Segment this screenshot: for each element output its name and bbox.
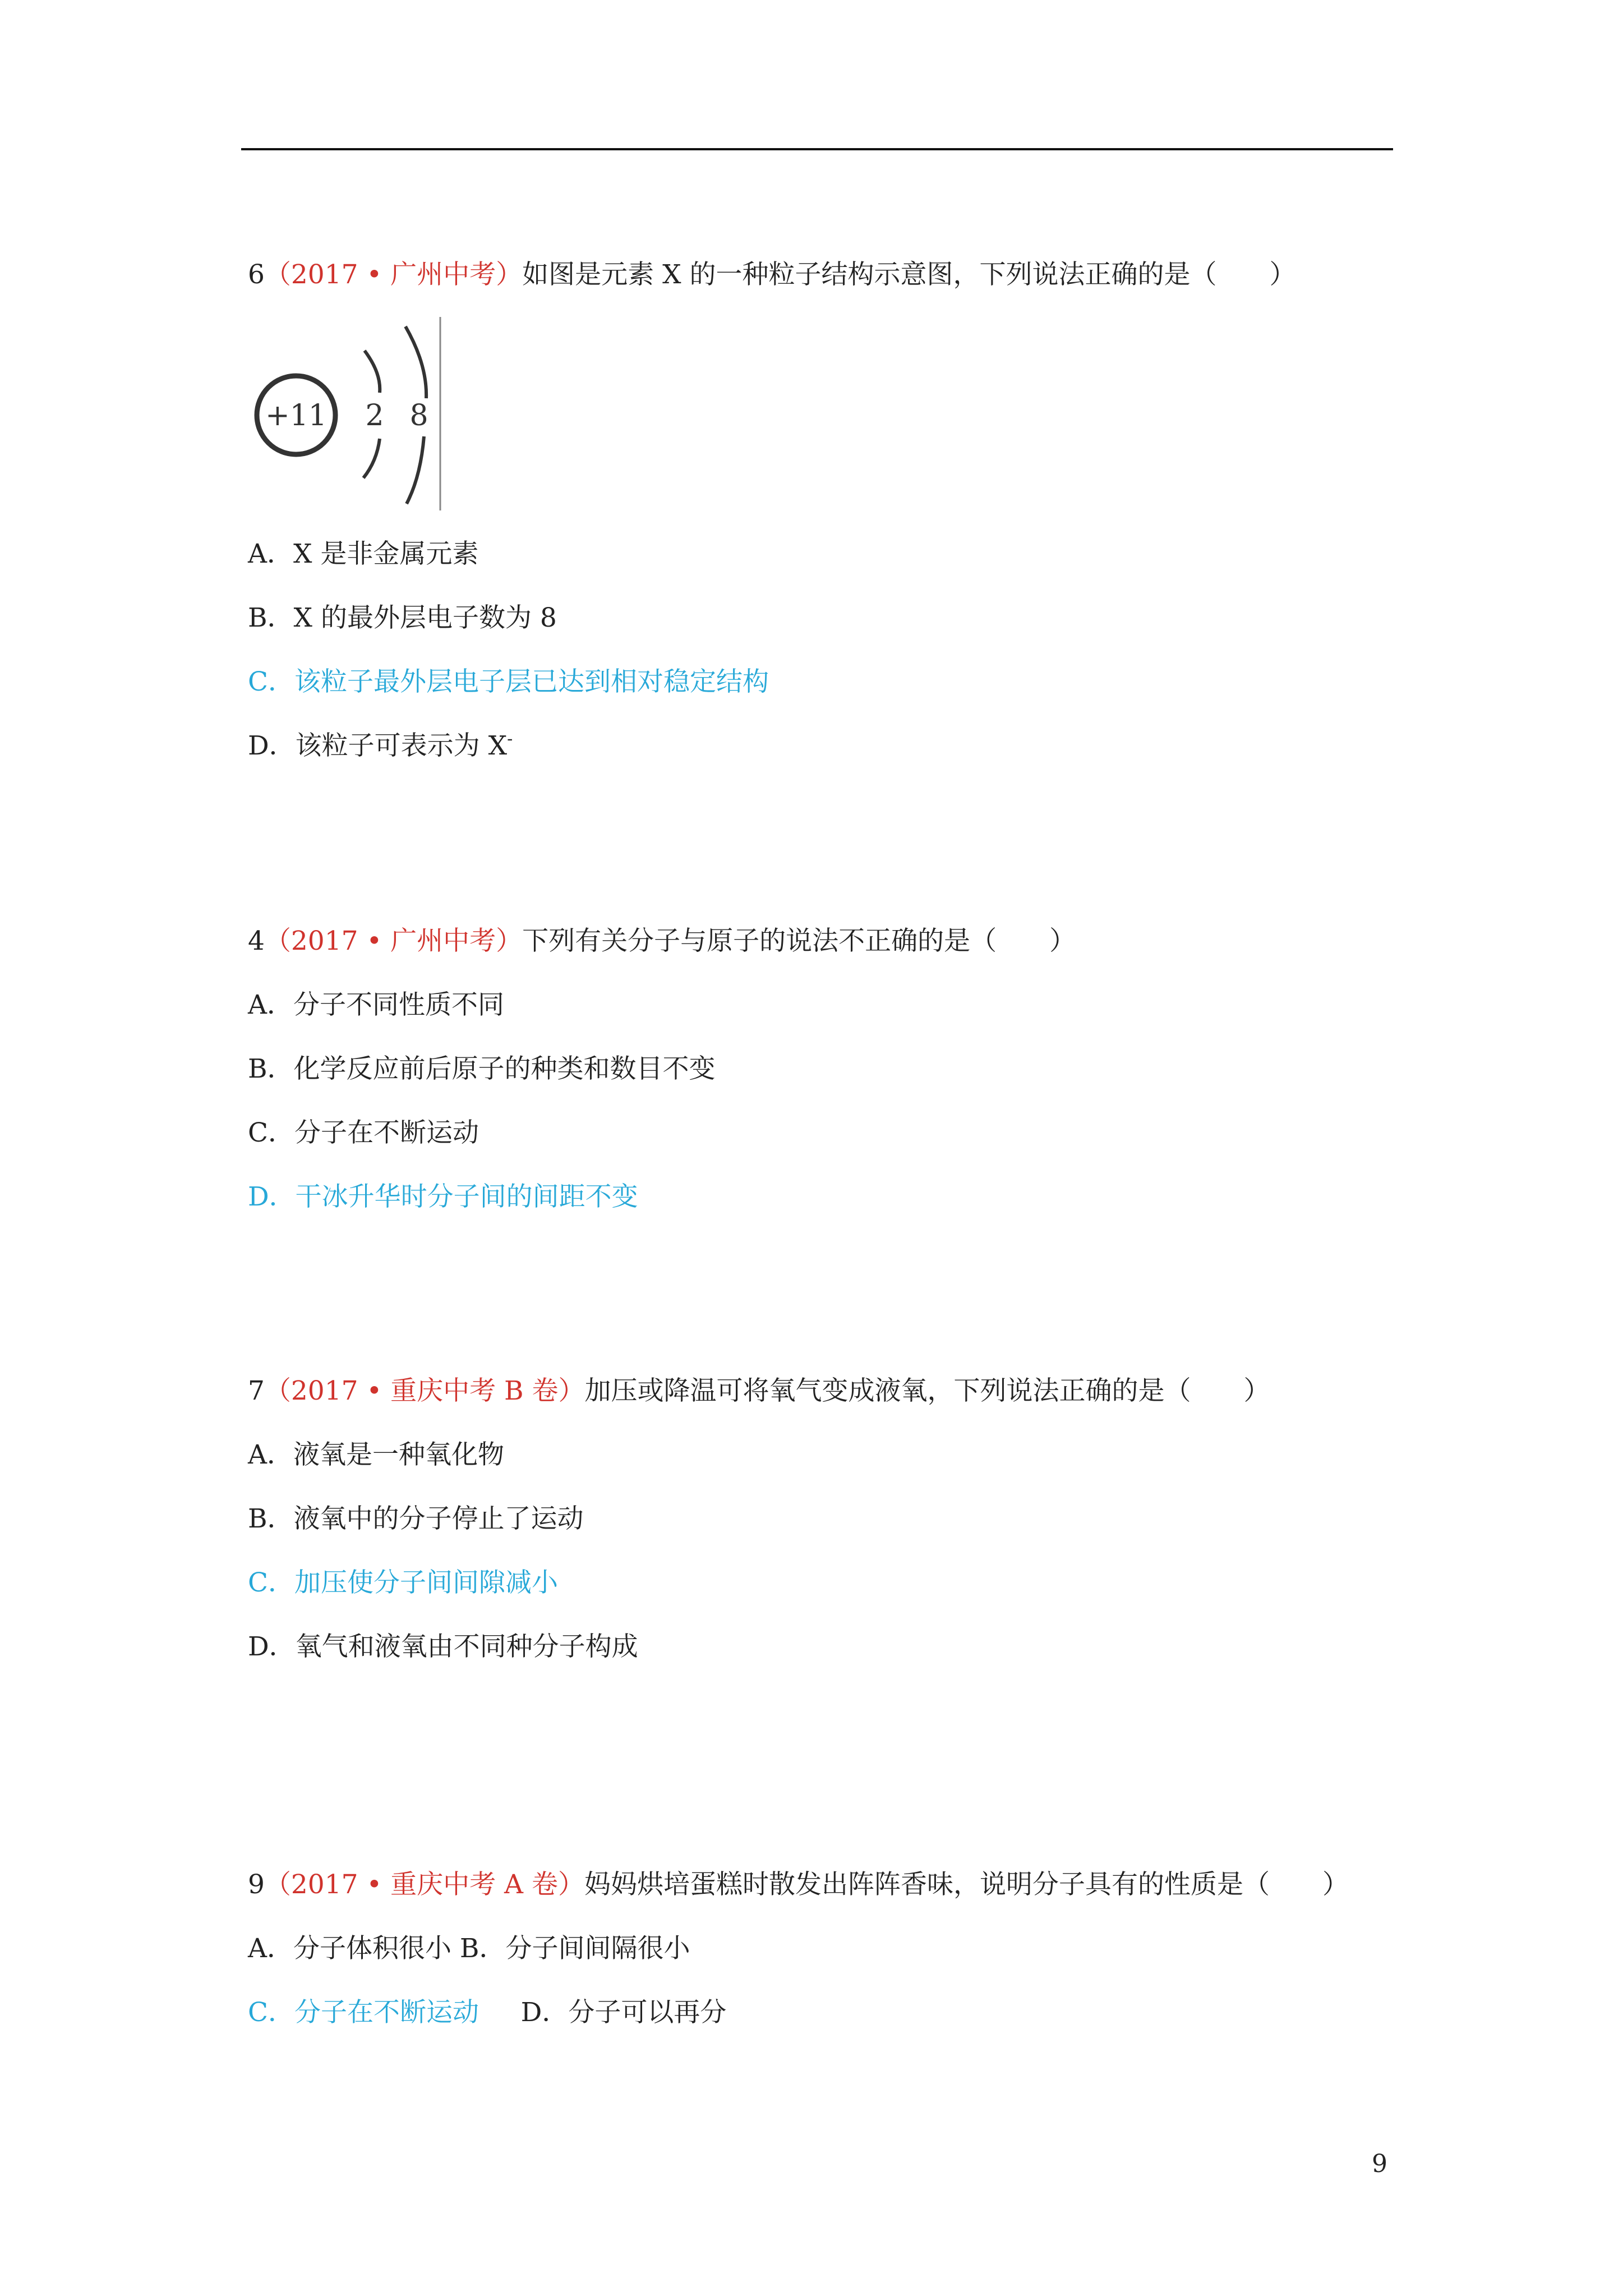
question-source: （2017 • 广州中考） xyxy=(264,926,523,956)
question-7-stem xyxy=(248,1374,1270,1408)
shell-2-arc-bottom xyxy=(407,436,424,504)
q7-option-b: B．液氧中的分子停止了运动 xyxy=(248,1503,584,1534)
shell-1-arc-top xyxy=(365,351,380,393)
q4-option-c: C．分子在不断运动 xyxy=(248,1117,479,1148)
question-text: 下列有关分子与原子的说法不正确的是（ ） xyxy=(522,926,1076,956)
q9-options-row-1 xyxy=(248,1932,690,1966)
q6-option-c-answer: C．该粒子最外层电子层已达到相对稳定结构 xyxy=(248,666,769,697)
q9-option-b: B．分子间间隔很小 xyxy=(459,1933,690,1964)
question-number: 6 xyxy=(248,259,265,290)
question-source: （2017 • 重庆中考 B 卷） xyxy=(264,1375,585,1406)
shell-1-electrons: 2 xyxy=(365,399,384,432)
q4-option-d-answer: D．干冰升华时分子间的间距不变 xyxy=(248,1181,638,1212)
q4-option-b: B．化学反应前后原子的种类和数目不变 xyxy=(248,1053,716,1084)
question-text: 妈妈烘培蛋糕时散发出阵阵香味，说明分子具有的性质是（ ） xyxy=(584,1869,1349,1900)
q6-option-d-text: D．该粒子可表示为 X xyxy=(248,730,508,761)
question-number: 4 xyxy=(248,926,265,956)
question-4-stem xyxy=(248,924,1076,958)
q9-option-c-answer: C．分子在不断运动 xyxy=(248,1997,479,2028)
shell-1-arc-bottom xyxy=(363,439,380,478)
q4-option-a: A．分子不同性质不同 xyxy=(248,990,504,1020)
q7-option-a: A．液氧是一种氧化物 xyxy=(248,1439,504,1470)
q9-options-row-2 xyxy=(248,1996,726,2030)
question-9-stem xyxy=(248,1868,1349,1902)
question-source: （2017 • 重庆中考 A 卷） xyxy=(264,1869,584,1900)
question-text: 加压或降温可将氧气变成液氧，下列说法正确的是（ ） xyxy=(584,1375,1270,1406)
q6-option-a: A．X 是非金属元素 xyxy=(248,539,479,569)
atom-structure-diagram xyxy=(247,314,443,510)
question-6-stem xyxy=(248,258,1295,292)
header-rule xyxy=(241,148,1393,150)
question-number: 9 xyxy=(248,1869,265,1900)
shell-2-electrons: 8 xyxy=(409,399,428,432)
question-text: 如图是元素 X 的一种粒子结构示意图，下列说法正确的是（ ） xyxy=(522,259,1296,290)
question-source: （2017 • 广州中考） xyxy=(264,259,523,290)
q6-option-d-superscript: - xyxy=(507,729,513,749)
q9-option-a: A．分子体积很小 xyxy=(248,1933,451,1964)
q7-option-c-answer: C．加压使分子间间隙减小 xyxy=(248,1567,558,1598)
shell-2-arc-top xyxy=(405,326,426,398)
question-number: 7 xyxy=(248,1375,265,1406)
q9-option-d: D．分子可以再分 xyxy=(520,1997,727,2028)
q6-option-d xyxy=(248,729,513,766)
q7-option-d: D．氧气和液氧由不同种分子构成 xyxy=(248,1631,638,1662)
q6-option-b: B．X 的最外层电子数为 8 xyxy=(248,602,557,633)
nucleus-charge: +11 xyxy=(265,399,327,432)
page-number: 9 xyxy=(1372,2150,1387,2178)
